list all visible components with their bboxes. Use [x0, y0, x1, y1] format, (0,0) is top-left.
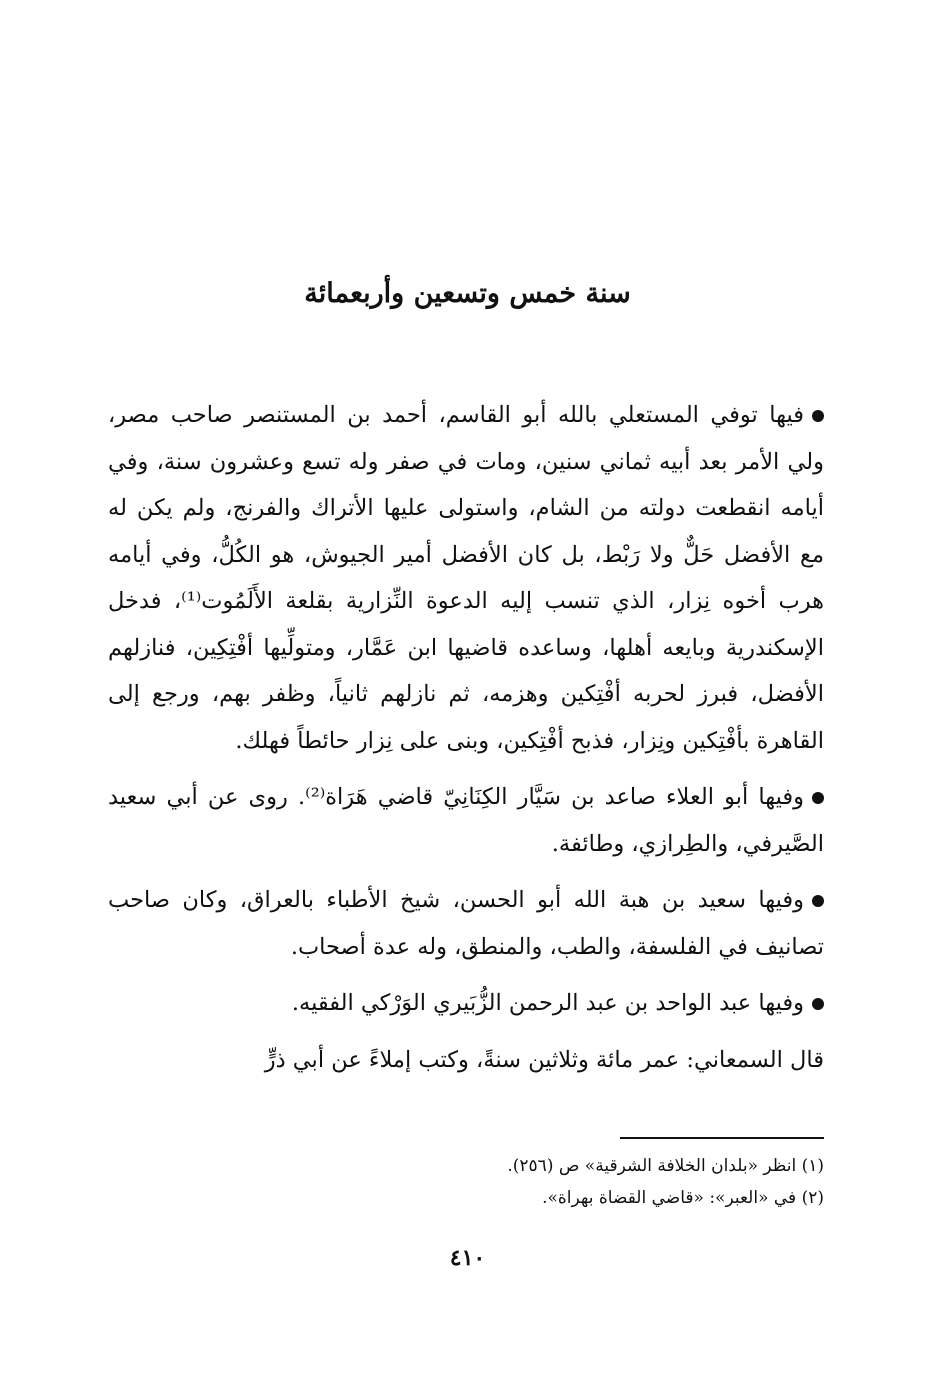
paragraph-5	[108, 1037, 824, 1084]
paragraph-text: قال السمعاني: عمر مائة وثلاثين سنةً، وكتب إملاءً عن أبي ذرٍّ	[264, 1046, 824, 1073]
footnotes	[108, 1150, 824, 1214]
bullet-icon	[812, 895, 824, 907]
paragraph-2	[108, 774, 824, 867]
paragraph-text: وفيها أبو العلاء صاعد بن سَيَّار الكِنَانِيّ قاضي هَرَاة⁽²⁾. روى عن أبي سعيد الصَّيرفي، والطِرازي، وطائفة.	[108, 784, 824, 857]
main-text	[108, 392, 824, 1083]
paragraph-4	[108, 980, 824, 1027]
page-number: ٤١٠	[449, 1245, 486, 1271]
paragraph-3	[108, 877, 824, 970]
bullet-icon	[812, 998, 824, 1010]
bullet-icon	[812, 792, 824, 804]
footnote-2: (٢) في «العبر»: «قاضي القضاة بهراة».	[542, 1188, 824, 1208]
footnote-1: (١) انظر «بلدان الخلافة الشرقية» ص (٢٥٦).	[507, 1156, 824, 1176]
paragraph-text: وفيها سعيد بن هبة الله أبو الحسن، شيخ الأطباء بالعراق، وكان صاحب تصانيف في الفلسفة، والطب، والمنطق، وله عدة أصحاب.	[108, 887, 824, 960]
bullet-icon	[812, 410, 824, 422]
footnote-divider	[620, 1137, 824, 1139]
paragraph-text: وفيها عبد الواحد بن عبد الرحمن الزُّبَيري الوَرْكي الفقيه.	[291, 990, 804, 1016]
paragraph-1	[108, 392, 824, 764]
page-heading: سنة خمس وتسعين وأربعمائة	[304, 278, 631, 309]
paragraph-text: فيها توفي المستعلي بالله أبو القاسم، أحمد بن المستنصر صاحب مصر، ولي الأمر بعد أبيه ثماني سنين، ومات في صفر وله تسع وعشرون سنة، وفي أيامه انقطعت دولته من الشام، واستولى عليها الأتراك والفرنج، ولم يكن له مع الأفضل حَلٌّ ولا رَبْط، بل كان الأفضل أمير الجيوش، هو الكُلُّ، وفي أيامه هرب أخوه نِزار، الذي تنسب إليه الدعوة النِّزارية بقلعة الأَلَمُوت⁽¹⁾، فدخل الإسكندرية وبايعه أهلها، وساعده قاضيها ابن عَمَّار، ومتولِّيها أفْتِكِين، فنازلهم الأفضل، فبرز لحربه أفْتِكين وهزمه، ثم نازلهم ثانياً، وظفر بهم، ورجع إلى القاهرة بأفْتِكين ونِزار، فذبح أفْتِكين، وبنى على نِزار حائطاً فهلك.	[108, 402, 824, 754]
